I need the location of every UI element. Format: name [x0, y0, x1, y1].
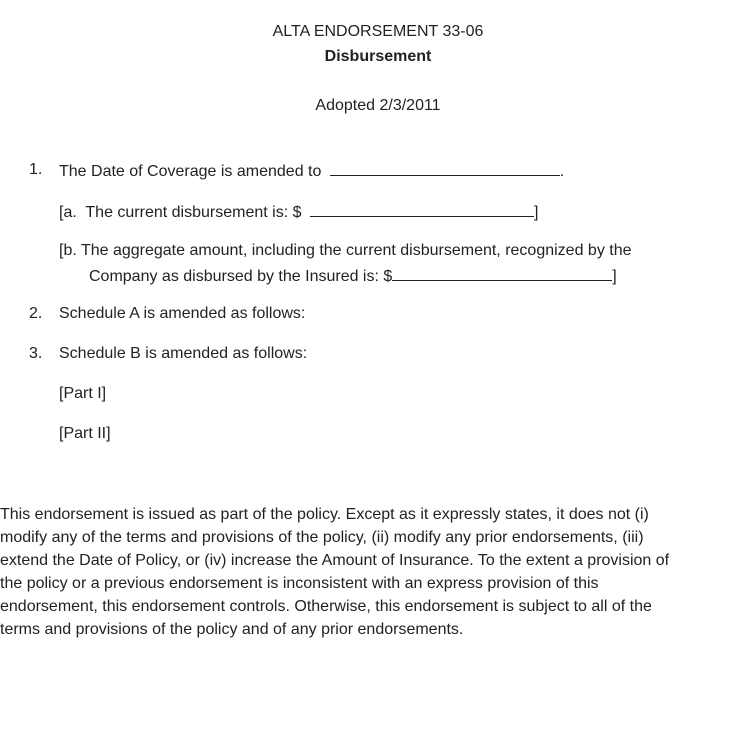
item-1b-text: Company as disbursed by the Insured is: $	[89, 268, 393, 285]
adopted-date: Adopted 2/3/2011	[315, 97, 441, 114]
item-1a-text: [a. The current disbursement is: $	[59, 204, 302, 221]
item-1-end: .	[559, 163, 565, 180]
item-1b-end: ]	[612, 268, 617, 285]
date-of-coverage-blank	[330, 160, 560, 176]
item-1b-line-2	[89, 265, 617, 287]
part-1-label: [Part I]	[59, 385, 107, 402]
closing-line: the policy or a previous endorsement is inconsistent with an express provision of this	[0, 575, 599, 592]
item-1a-end: ]	[533, 204, 539, 221]
item-3-text: Schedule B is amended as follows:	[59, 345, 308, 362]
item-1-text: The Date of Coverage is amended to	[59, 163, 322, 180]
item-1-line	[59, 160, 564, 182]
closing-paragraph	[0, 503, 756, 641]
closing-line: extend the Date of Policy, or (iv) increase the Amount of Insurance. To the extent a provision of	[0, 552, 670, 569]
part-2-label: [Part II]	[59, 425, 111, 442]
closing-line: modify any of the terms and provisions of the policy, (ii) modify any prior endorsements, (iii)	[0, 529, 644, 546]
item-3-number: 3.	[29, 345, 43, 362]
item-1a-line	[59, 201, 538, 223]
item-1b-line-1: [b. The aggregate amount, including the current disbursement, recognized by the	[59, 242, 632, 259]
closing-line: This endorsement is issued as part of the policy. Except as it expressly states, it does not (i)	[0, 506, 649, 523]
aggregate-amount-blank	[392, 265, 612, 281]
closing-line: endorsement, this endorsement controls. Otherwise, this endorsement is subject to all of the	[0, 598, 652, 615]
item-1-number: 1.	[29, 161, 43, 178]
current-disbursement-blank	[310, 201, 534, 217]
endorsement-subtitle: Disbursement	[324, 48, 432, 65]
item-2-number: 2.	[29, 305, 43, 322]
item-2-text: Schedule A is amended as follows:	[59, 305, 306, 322]
endorsement-title: ALTA ENDORSEMENT 33-06	[272, 23, 484, 40]
closing-line: terms and provisions of the policy and of any prior endorsements.	[0, 621, 464, 638]
